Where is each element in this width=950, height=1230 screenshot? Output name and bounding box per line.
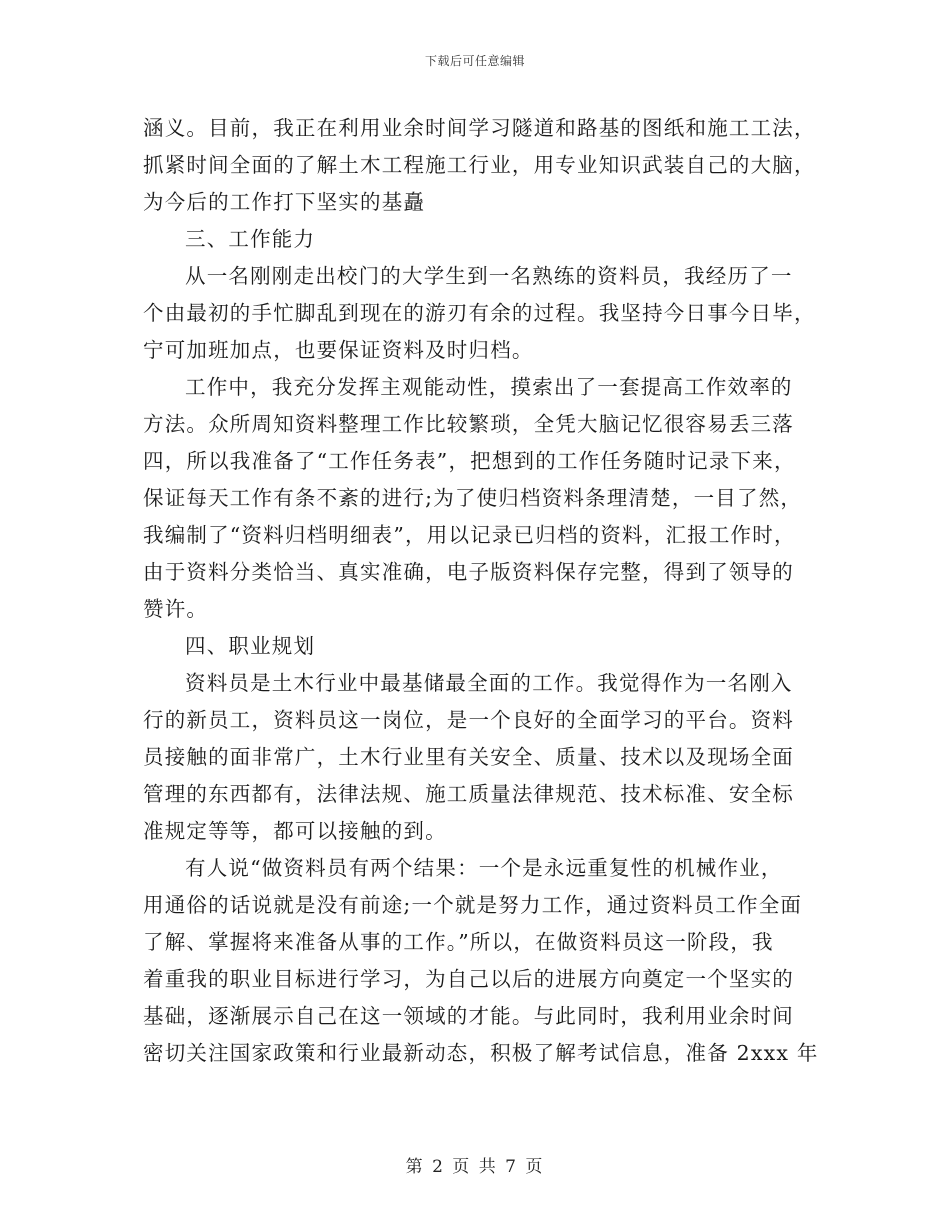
text-line: 工作中，我充分发挥主观能动性，摸索出了一套提高工作效率的 [185,375,793,399]
text-line: 四、职业规划 [185,634,316,658]
text-line: 密切关注国家政策和行业最新动态，积极了解考试信息，准备 2xxx 年 [143,1041,819,1065]
text-line: 方法。众所周知资料整理工作比较繁琐，全凭大脑记忆很容易丢三落 [143,412,794,436]
text-line: 资料员是土木行业中最基储最全面的工作。我觉得作为一名刚入 [185,671,793,695]
text-line: 从一名刚刚走出校门的大学生到一名熟练的资料员，我经历了一 [185,264,793,288]
text-line: 有人说“做资料员有两个结果：一个是永远重复性的机械作业， [185,856,783,880]
text-line: 宁可加班加点，也要保证资料及时归档。 [143,338,534,362]
text-line: 用通俗的话说就是没有前途;一个就是努力工作，通过资料员工作全面 [143,893,803,917]
text-line: 了解、掌握将来准备从事的工作。”所以，在做资料员这一阶段，我 [143,930,774,954]
text-line: 赞许。 [143,597,209,621]
text-line: 涵义。目前，我正在利用业余时间学习隧道和路基的图纸和施工工法， [143,116,816,140]
text-line: 行的新员工，资料员这一岗位，是一个良好的全面学习的平台。资料 [143,708,794,732]
text-line: 由于资料分类恰当、真实准确，电子版资料保存完整，得到了领导的 [143,560,794,584]
text-line: 三、工作能力 [185,227,316,251]
text-line: 保证每天工作有条不紊的进行;为了使归档资料条理清楚，一目了然， [143,486,803,510]
document-body [143,110,819,1072]
text-line: 管理的东西都有，法律法规、施工质量法律规范、技术标准、安全标 [143,782,794,806]
text-line: 个由最初的手忙脚乱到现在的游刃有余的过程。我坚持今日事今日毕， [143,301,816,325]
text-line: 基础，逐渐展示自己在这一领域的才能。与此同时，我利用业余时间 [143,1004,794,1028]
text-line: 为今后的工作打下坚实的基矗 [143,190,426,214]
text-line: 员接触的面非常广，土木行业里有关安全、质量、技术以及现场全面 [143,745,794,769]
text-line: 四，所以我准备了“工作任务表”，把想到的工作任务随时记录下来， [143,449,796,473]
text-line: 着重我的职业目标进行学习，为自己以后的进展方向奠定一个坚实的 [143,967,794,991]
page-footer: 第 2 页 共 7 页 [405,1157,545,1177]
text-line: 准规定等等，都可以接触的到。 [143,819,447,843]
text-line: 我编制了“资料归档明细表”，用以记录已归档的资料，汇报工作时， [143,523,796,547]
page-header: 下载后可任意编辑 [424,54,525,68]
text-line: 抓紧时间全面的了解土木工程施工行业，用专业知识武装自己的大脑， [143,153,816,177]
